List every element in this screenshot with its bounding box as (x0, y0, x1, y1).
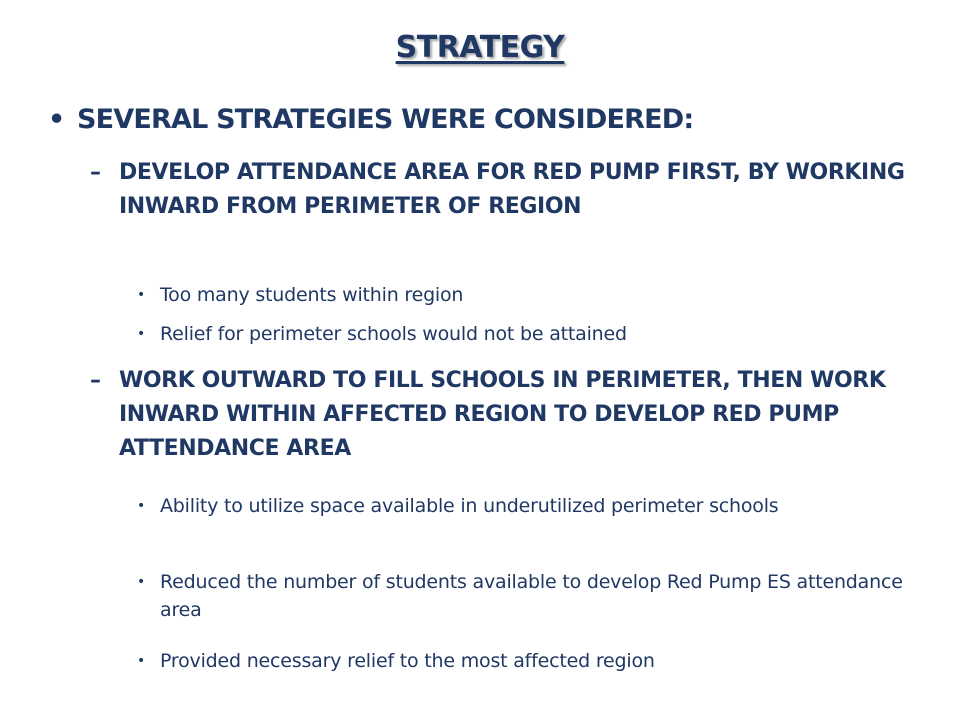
bullet-icon: • (137, 287, 146, 303)
strategy-point-text: Ability to utilize space available in underutilized perimeter schools (160, 495, 779, 517)
bullet-icon: • (137, 326, 146, 342)
strategy-text: DEVELOP ATTENDANCE AREA FOR RED PUMP FIRST, BY WORKING INWARD FROM PERIMETER OF REGION (119, 160, 905, 219)
slide-title: STRATEGY (395, 30, 565, 65)
bullet-icon: • (137, 574, 146, 590)
strategy-point-text: Too many students within region (160, 284, 464, 306)
main-bullet-text: SEVERAL STRATEGIES WERE CONSIDERED: (77, 104, 694, 135)
dash-icon: – (90, 368, 101, 393)
strategy-text: WORK OUTWARD TO FILL SCHOOLS IN PERIMETER, THEN WORK INWARD WITHIN AFFECTED REGION TO DEVELOP RED PUMP ATTENDANCE AREA (119, 368, 886, 461)
strategy-point-text: Relief for perimeter schools would not be attained (160, 323, 627, 345)
dash-icon: – (90, 160, 101, 185)
strategy-point-text: Reduced the number of students available to develop Red Pump ES attendance area (160, 571, 903, 621)
strategy-point-text: Provided necessary relief to the most affected region (160, 650, 655, 672)
bullet-icon: • (48, 104, 65, 135)
bullet-icon: • (137, 498, 146, 514)
bullet-icon: • (137, 653, 146, 669)
